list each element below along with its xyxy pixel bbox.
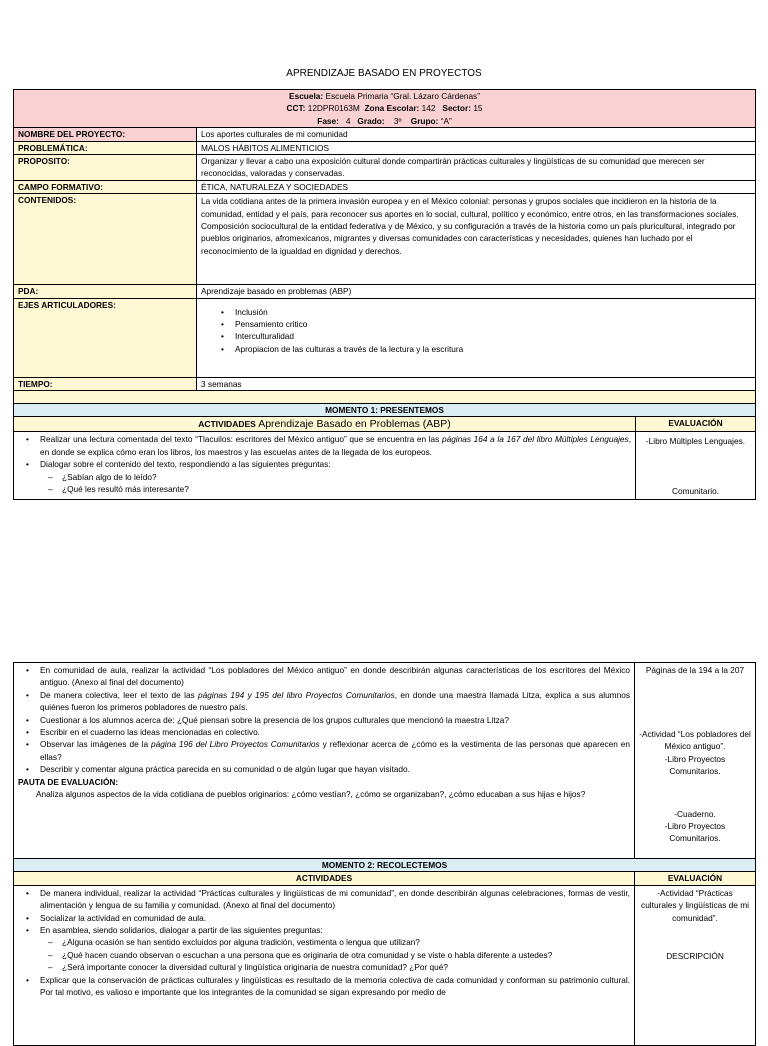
momento1-title: MOMENTO 1: PRESENTEMOS xyxy=(14,404,756,417)
document-title: APRENDIZAJE BASADO EN PROYECTOS xyxy=(286,68,482,79)
question-item: – ¿Sabían algo de lo leído? xyxy=(62,471,631,483)
page2-evaluation xyxy=(635,663,756,859)
sector-label: Sector: xyxy=(442,103,471,114)
actividades-label: ACTIVIDADES xyxy=(198,419,256,430)
list-item xyxy=(40,433,631,458)
activity-text: , en donde se explica cómo eran los libros, los maestros y las escuelas antes de la llegada de los europeos. xyxy=(40,434,631,457)
activity-text: y reflexionar acerca de ¿cómo es la vestimenta de las personas que aparecen en ellas? xyxy=(40,739,631,762)
list-item: • Socializar la actividad en comunidad de aula. xyxy=(40,912,630,924)
fase-value: 4 xyxy=(345,115,351,126)
eval-item: -Libro Múltiples Lenguajes. xyxy=(645,436,746,447)
momento2-evaluation xyxy=(635,885,756,1045)
eval-item: -Actividad “Los pobladores del México antiguo”. xyxy=(639,729,751,752)
grupo-label: Grupo: xyxy=(410,115,439,126)
actividades-header: ACTIVIDADES xyxy=(14,872,635,885)
activity-text: Observar las imágenes de la xyxy=(40,739,152,750)
activities-table xyxy=(13,662,756,1046)
list-item: • Dialogar sobre el contenido del texto, respondiendo a las siguientes preguntas: xyxy=(40,458,631,470)
list-item: • Explicar que la conservación de prácticas culturales y lingüísticas es resultado de la memoria colectiva de cada comunidad y conforman su patrimonio cultural. Por tal motivo, es valioso e importante que los integrantes de la comunidad se sigan expresando por medio de xyxy=(40,974,630,999)
page2-activities xyxy=(14,663,635,859)
pda-value: Aprendizaje basado en problemas (ABP) xyxy=(197,285,756,298)
ejes-item: • Pensamiento critico xyxy=(235,318,751,330)
momento1-activities xyxy=(14,432,636,500)
eval-item: Páginas de la 194 a la 207 xyxy=(645,665,745,675)
campo-label: CAMPO FORMATIVO: xyxy=(14,180,197,193)
spacer-row xyxy=(14,391,756,404)
actividades-subtitle: Aprendizaje Basado en Problemas (ABP) xyxy=(258,418,451,431)
contenidos-value xyxy=(197,194,756,285)
proposito-label: PROPOSITO: xyxy=(14,155,197,181)
pauta-text: Analiza algunos aspectos de la vida cotidiana de pueblos originarios: ¿cómo vestían?, ¿cómo se organizaban?, ¿cómo educaban a sus hijas e hijos? xyxy=(36,789,586,800)
school-header xyxy=(14,90,756,128)
activity-text: De manera colectiva, leer el texto de las xyxy=(40,689,199,700)
list-item xyxy=(40,689,630,714)
grupo-value: “A” xyxy=(440,115,452,126)
list-item: • De manera individual, realizar la actividad “Prácticas culturales y lingüísticas de mi comunidad”, en donde describirán algunas celebraciones, formas de vestir, alimentación y lengua de su familia y comunidad. (Anexo al final del documento) xyxy=(40,887,630,912)
problematica-value: MALOS HÁBITOS ALIMENTICIOS xyxy=(197,141,756,154)
page2-list xyxy=(18,664,630,776)
activity-text: , en donde una maestra llamada Litza, explica a sus alumnos quiénes fueron los primeros pobladores de nuestro país. xyxy=(40,689,630,713)
proposito-value: Organizar y llevar a cabo una exposición cultural donde compartirán prácticas culturales y lingüísticas de su comunidad que merecen ser reconocidas, valoradas y conservadas. xyxy=(197,155,756,181)
eval-item: -Libro Proyectos Comunitarios. xyxy=(664,753,726,777)
contenidos-text-2: Composición sociocultural de la entidad federativa y de México, y su configuración a través de la historia como un país pluricultural, integrado por pueblos originarios, afromexicanos, migrantes y diversas comunidades con características y necesidades, quienes han luchado por el reconocimiento de la igualdad en dignidad y derechos. xyxy=(201,221,736,256)
momento2-questions xyxy=(36,936,630,973)
list-item xyxy=(40,738,630,763)
evaluacion-header: EVALUACIÓN xyxy=(635,872,756,885)
ejes-list xyxy=(213,306,751,356)
escuela-label: Escuela: xyxy=(289,91,324,101)
nombre-label: NOMBRE DEL PROYECTO: xyxy=(14,128,197,141)
actividades-header xyxy=(14,417,636,432)
cct-value: 12DPR0163M xyxy=(307,103,360,114)
momento1-questions xyxy=(36,471,631,496)
fase-label: Fase: xyxy=(317,115,339,126)
zona-value: 142 xyxy=(421,103,436,114)
momento2-list xyxy=(18,887,630,937)
eval-item: -Cuaderno. xyxy=(674,808,716,819)
ejes-item: • Apropiacion de las culturas a través de la lectura y la escritura xyxy=(235,343,751,355)
eval-item: Comunitario. xyxy=(671,486,720,497)
nombre-value: Los aportes culturales de mi comunidad xyxy=(197,128,756,141)
cct-label: CCT: xyxy=(286,103,306,114)
pda-label: PDA: xyxy=(14,285,197,298)
grado-label: Grado: xyxy=(357,115,385,126)
list-item: • Escribir en el cuaderno las ideas mencionadas en colectivo. xyxy=(40,726,630,738)
school-name: Escuela Primaria “Gral. Lázaro Cárdenas” xyxy=(325,91,480,101)
campo-value: ÉTICA, NATURALEZA Y SOCIEDADES xyxy=(197,180,756,193)
momento2-list-2 xyxy=(18,974,630,999)
pauta-label: PAUTA DE EVALUACIÓN: xyxy=(18,776,119,787)
eval-item: -Actividad “Prácticas culturales y lingüísticas de mi comunidad”. xyxy=(641,887,749,923)
ejes-label: EJES ARTICULADORES: xyxy=(14,298,197,377)
list-item: • En asamblea, siendo solidarios, dialogar a partir de las siguientes preguntas: xyxy=(40,924,630,936)
question-item: – ¿Será importante conocer la diversidad cultural y lingüística originaria de nuestra comunidad? ¿Por qué? xyxy=(62,961,630,973)
tiempo-value: 3 semanas xyxy=(197,377,756,390)
zona-label: Zona Escolar: xyxy=(364,103,420,114)
momento1-evaluation xyxy=(636,432,756,500)
question-item: – ¿Qué les resultó más interesante? xyxy=(62,483,631,495)
momento1-list xyxy=(18,433,631,470)
ejes-item: • Interculturalidad xyxy=(235,330,751,342)
contenidos-label: CONTENIDOS: xyxy=(14,194,197,285)
sector-value: 15 xyxy=(473,103,483,114)
activity-text: Realizar una lectura comentada del texto “Tlacuilos: escritores del México antiguo” que se encuentra en las xyxy=(40,434,442,445)
tiempo-label: TIEMPO: xyxy=(14,377,197,390)
grado-value: 3º xyxy=(393,115,402,126)
ejes-item: • Inclusión xyxy=(235,306,751,318)
list-item: • En comunidad de aula, realizar la actividad “Los pobladores del México antiguo” en donde describirán algunas características de los escritores del México antiguo. (Anexo al final del documento) xyxy=(40,664,630,689)
evaluacion-header: EVALUACIÓN xyxy=(636,417,756,432)
ejes-value xyxy=(197,298,756,377)
contenidos-text-1: La vida cotidiana antes de la primera invasión europea y en el México colonial: personas y grupos sociales que incidieron en la historia de la comunidad, entidad y el país, para reconocer sus aportes en lo social, cultural, político y económico, entre otros, en las transformaciones sociales. xyxy=(201,196,739,219)
activity-ref: páginas 194 y 195 del libro Proyectos Comunitarios xyxy=(198,689,395,700)
momento2-activities xyxy=(14,885,635,1045)
list-item: • Describir y comentar alguna práctica parecida en su comunidad o de algún lugar que hayan visitado. xyxy=(40,763,630,775)
eval-item: -Libro Proyectos Comunitarios. xyxy=(664,821,726,844)
momento2-title: MOMENTO 2: RECOLECTEMOS xyxy=(14,859,756,872)
question-item: – ¿Qué hacen cuando observan o escuchan a una persona que es originaria de otra comunidad y se viste o habla diferente a ustedes? xyxy=(62,949,630,961)
eval-item: DESCRIPCIÓN xyxy=(666,951,724,962)
activity-ref: página 196 del Libro Proyectos Comunitarios xyxy=(151,739,320,750)
list-item: • Cuestionar a los alumnos acerca de: ¿Qué piensan sobre la presencia de los grupos culturales que mencionó la maestra Litza? xyxy=(40,714,630,726)
question-item: – ¿Alguna ocasión se han sentido excluidos por alguna tradición, vestimenta o lengua que utilizan? xyxy=(62,936,630,948)
project-info-table xyxy=(13,89,756,500)
problematica-label: PROBLEMÁTICA: xyxy=(14,141,197,154)
activity-ref: páginas 164 a la 167 del libro Múltiples Lenguajes xyxy=(441,434,629,445)
